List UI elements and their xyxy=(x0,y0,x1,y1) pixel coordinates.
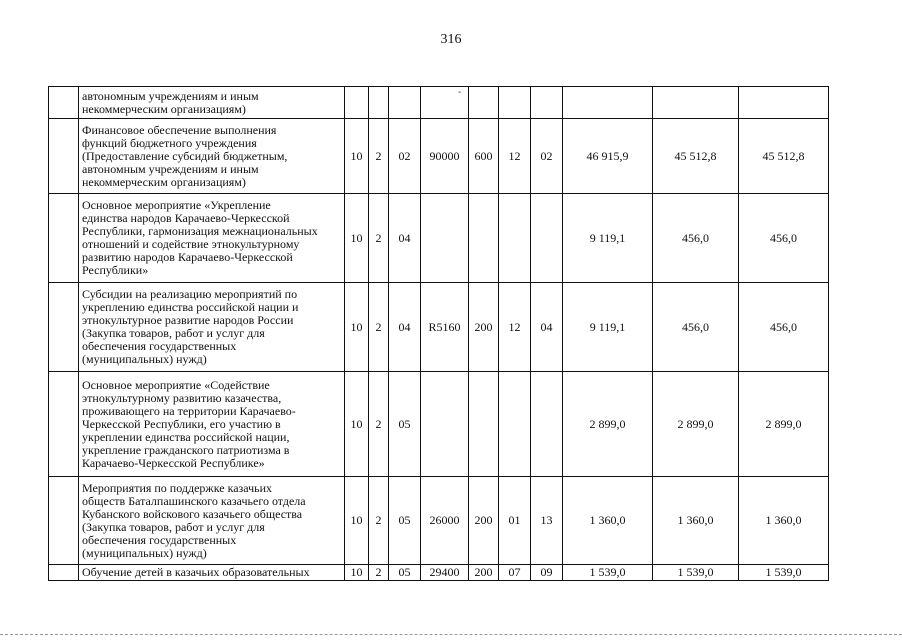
subsection xyxy=(531,87,563,119)
article-code xyxy=(421,372,469,477)
program-code: 05 xyxy=(389,477,421,565)
row-name: Мероприятия по поддержке казачьих обществ Баталпашинского казачьего отдела Кубанского войскового казачьего общества (Закупка товаров, работ и услуг для обеспечения государственных (муниципальных) нужд) xyxy=(79,477,345,565)
row-margin-cell xyxy=(49,283,79,372)
subsection-code: 2 xyxy=(369,119,389,194)
budget-table xyxy=(48,86,829,581)
section xyxy=(499,194,531,283)
amount-year3 xyxy=(739,87,829,119)
section: 12 xyxy=(499,119,531,194)
expense-type xyxy=(469,87,499,119)
program-code: 05 xyxy=(389,372,421,477)
table-row xyxy=(49,283,829,372)
amount-year2: 1 360,0 xyxy=(653,477,739,565)
subsection: 13 xyxy=(531,477,563,565)
amount-year2: 456,0 xyxy=(653,283,739,372)
expense-type xyxy=(469,372,499,477)
amount-year3: 2 899,0 xyxy=(739,372,829,477)
expense-type xyxy=(469,194,499,283)
section: 01 xyxy=(499,477,531,565)
row-name: Обучение детей в казачьих образовательных xyxy=(79,565,345,581)
program-code: 02 xyxy=(389,119,421,194)
table-row xyxy=(49,87,829,119)
subsection-code xyxy=(369,87,389,119)
amount-year1: 46 915,9 xyxy=(563,119,653,194)
row-margin-cell xyxy=(49,477,79,565)
section: 07 xyxy=(499,565,531,581)
subsection-code: 2 xyxy=(369,194,389,283)
article-code: 90000 xyxy=(421,119,469,194)
subsection: 04 xyxy=(531,283,563,372)
row-name: Субсидии на реализацию мероприятий по укреплению единства российской нации и этнокультурное развитие народов России (Закупка товаров, работ и услуг для обеспечения государственных (муниципальных) нужд) xyxy=(79,283,345,372)
amount-year1: 1 360,0 xyxy=(563,477,653,565)
article-code xyxy=(421,194,469,283)
row-margin-cell xyxy=(49,372,79,477)
row-margin-cell xyxy=(49,565,79,581)
section: 12 xyxy=(499,283,531,372)
table-row xyxy=(49,119,829,194)
table-body xyxy=(49,87,829,581)
row-name: Основное мероприятие «Содействие этнокультурному развитию казачества, проживающего на территории Карачаево- Черкесской Республики, его участию в укреплении единства российской нации, укрепление гражданского патриотизма в Карачаево-Черкесской Республике» xyxy=(79,372,345,477)
program-code: 05 xyxy=(389,565,421,581)
amount-year2: 2 899,0 xyxy=(653,372,739,477)
amount-year1 xyxy=(563,87,653,119)
expense-type: 600 xyxy=(469,119,499,194)
subsection: 02 xyxy=(531,119,563,194)
amount-year3: 456,0 xyxy=(739,194,829,283)
section-code: 10 xyxy=(345,283,369,372)
section-code: 10 xyxy=(345,565,369,581)
amount-year1: 9 119,1 xyxy=(563,194,653,283)
amount-year2 xyxy=(653,87,739,119)
row-name: Финансовое обеспечение выполнения функций бюджетного учреждения (Предоставление субсидий бюджетным, автономным учреждениям и иным некоммерческим организациям) xyxy=(79,119,345,194)
amount-year1: 2 899,0 xyxy=(563,372,653,477)
table-row xyxy=(49,194,829,283)
subsection-code: 2 xyxy=(369,372,389,477)
subsection: 09 xyxy=(531,565,563,581)
stray-mark: ˜ xyxy=(458,90,461,100)
row-name: автономным учреждениям и иным некоммерческим организациям) xyxy=(79,87,345,119)
row-margin-cell xyxy=(49,194,79,283)
amount-year2: 1 539,0 xyxy=(653,565,739,581)
section-code: 10 xyxy=(345,477,369,565)
amount-year1: 1 539,0 xyxy=(563,565,653,581)
page-number: 316 xyxy=(440,32,462,47)
amount-year1: 9 119,1 xyxy=(563,283,653,372)
section xyxy=(499,87,531,119)
expense-type: 200 xyxy=(469,283,499,372)
expense-type: 200 xyxy=(469,565,499,581)
subsection-code: 2 xyxy=(369,565,389,581)
section-code xyxy=(345,87,369,119)
amount-year3: 1 360,0 xyxy=(739,477,829,565)
article-code: R5160 xyxy=(421,283,469,372)
subsection-code: 2 xyxy=(369,283,389,372)
row-name: Основное мероприятие «Укрепление единства народов Карачаево-Черкесской Республики, гармонизация межнациональных отношений и содействие этнокультурному развитию народов Карачаево-Черкесской Республики» xyxy=(79,194,345,283)
subsection xyxy=(531,372,563,477)
table-row xyxy=(49,477,829,565)
article-code: 26000 xyxy=(421,477,469,565)
article-code xyxy=(421,87,469,119)
section-code: 10 xyxy=(345,119,369,194)
row-margin-cell xyxy=(49,87,79,119)
row-margin-cell xyxy=(49,119,79,194)
amount-year3: 45 512,8 xyxy=(739,119,829,194)
amount-year3: 1 539,0 xyxy=(739,565,829,581)
amount-year2: 45 512,8 xyxy=(653,119,739,194)
program-code: 04 xyxy=(389,194,421,283)
section-code: 10 xyxy=(345,194,369,283)
amount-year3: 456,0 xyxy=(739,283,829,372)
section xyxy=(499,372,531,477)
article-code: 29400 xyxy=(421,565,469,581)
amount-year2: 456,0 xyxy=(653,194,739,283)
table-row xyxy=(49,565,829,581)
program-code xyxy=(389,87,421,119)
table-row xyxy=(49,372,829,477)
bottom-rule xyxy=(0,634,902,635)
expense-type: 200 xyxy=(469,477,499,565)
subsection-code: 2 xyxy=(369,477,389,565)
section-code: 10 xyxy=(345,372,369,477)
subsection xyxy=(531,194,563,283)
program-code: 04 xyxy=(389,283,421,372)
